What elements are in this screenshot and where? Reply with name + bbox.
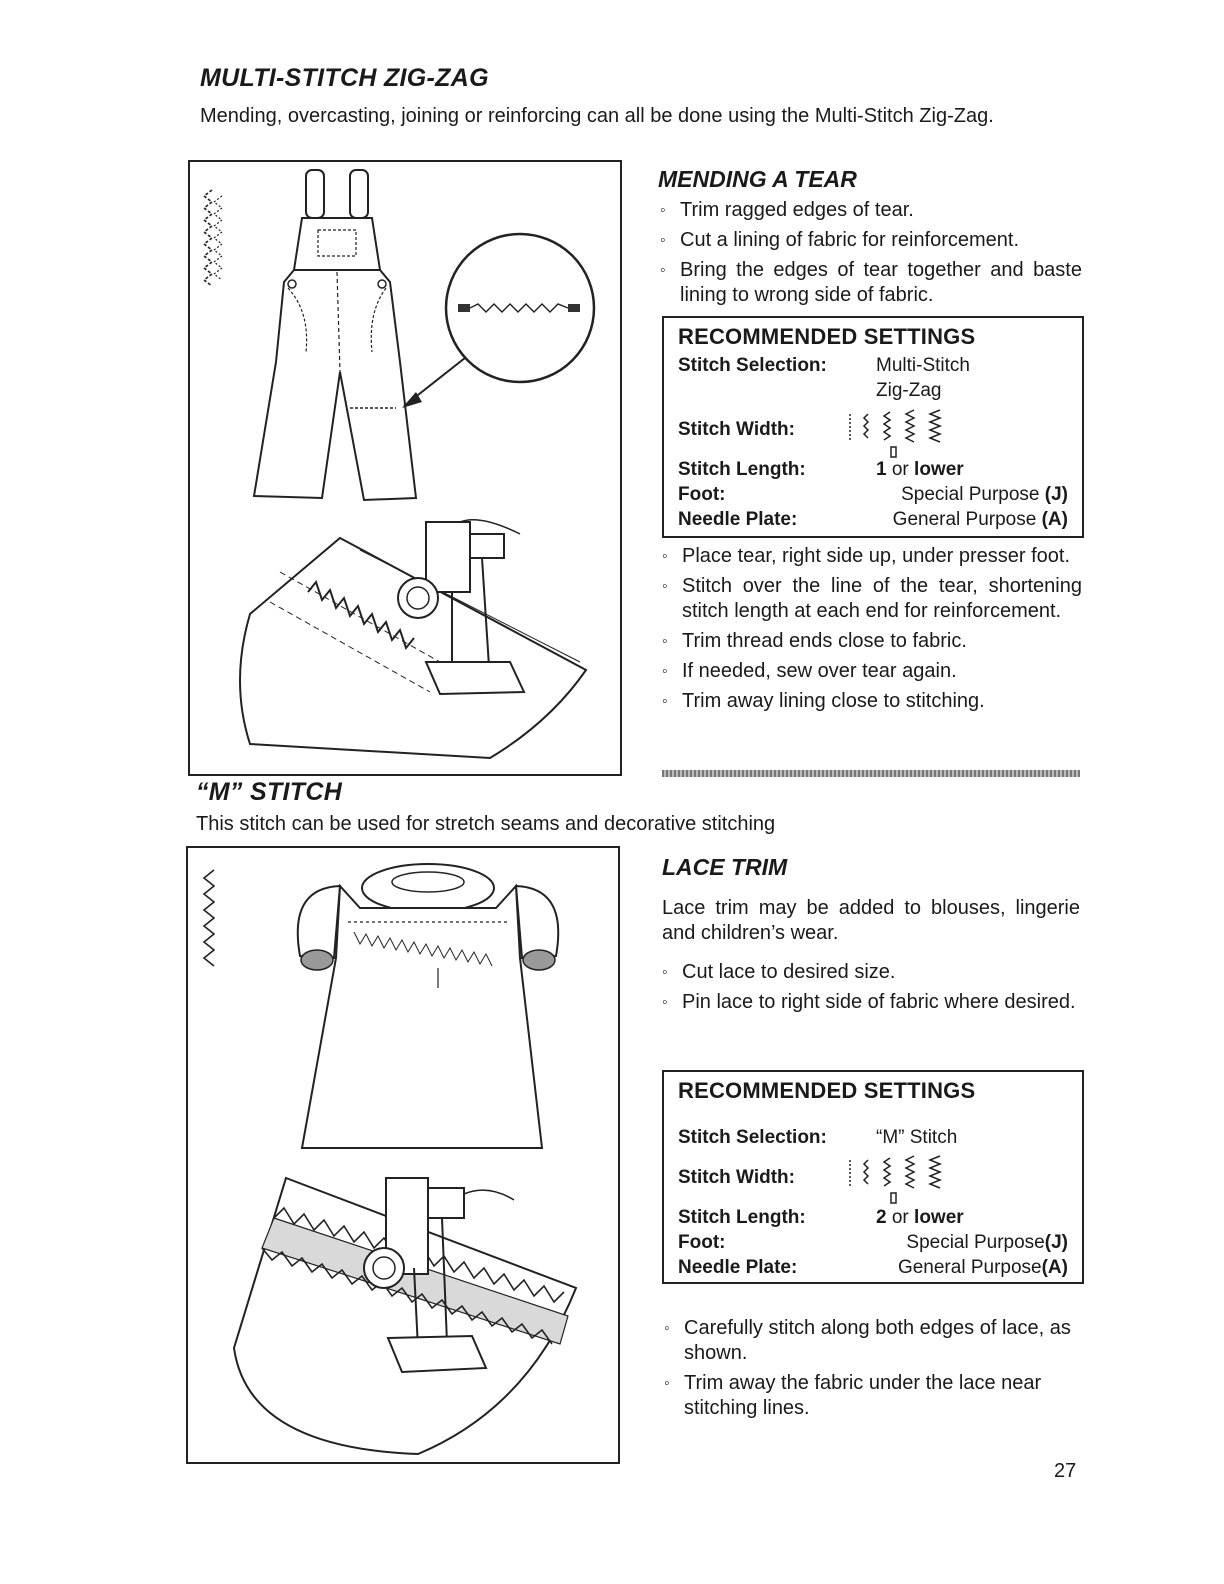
list-item: ◦ Trim away the fabric under the lace near stitching lines. [662, 1371, 1084, 1421]
settings-label: Stitch Width: [678, 419, 795, 440]
settings-value-code: (J) [1044, 484, 1068, 505]
settings-value-lower: lower [914, 459, 964, 480]
list-item: ◦ Cut a lining of fabric for reinforcement. [658, 228, 1082, 253]
settings-value-or: or [891, 459, 909, 480]
mending-steps-after [660, 544, 1082, 719]
settings-label: Stitch Length: [678, 459, 806, 480]
settings-label: Stitch Selection: [678, 1127, 827, 1148]
section-title-multi-stitch: MULTI-STITCH ZIG-ZAG [200, 64, 489, 92]
settings-value-code: (A) [1041, 1257, 1068, 1278]
settings-value-text: Special Purpose [906, 1232, 1045, 1253]
settings-value-or: or [891, 1207, 909, 1228]
settings-value [876, 458, 964, 482]
settings-label: Stitch Width: [678, 1167, 795, 1188]
list-item: ◦ Cut lace to desired size. [660, 960, 1080, 985]
lace-steps-after [662, 1316, 1084, 1426]
subsection-title-mending: MENDING A TEAR [658, 166, 857, 192]
settings-value [893, 508, 1068, 532]
dress-illustration [188, 848, 618, 1462]
section-title-m-stitch: “M” STITCH [196, 778, 343, 806]
list-item: ◦ Bring the edges of tear together and baste lining to wrong side of fabric. [658, 258, 1082, 308]
lace-steps-before [660, 960, 1080, 1020]
lace-settings-box [662, 1070, 1084, 1284]
list-item: ◦ Place tear, right side up, under presser foot. [660, 544, 1082, 569]
settings-label: Stitch Selection: [678, 355, 827, 376]
settings-value-number: 2 [876, 1207, 887, 1228]
settings-label: Foot: [678, 484, 726, 505]
figure-dress-lace [186, 846, 620, 1464]
list-item: ◦ Trim ragged edges of tear. [658, 198, 1082, 223]
list-item: ◦ Stitch over the line of the tear, shortening stitch length at each end for reinforcement. [660, 574, 1082, 624]
mending-settings-box [662, 316, 1084, 538]
list-item: ◦ Pin lace to right side of fabric where desired. [660, 990, 1080, 1015]
overalls-illustration [190, 162, 620, 774]
figure-overalls-mending [188, 160, 622, 776]
settings-value-code: (A) [1041, 509, 1068, 530]
settings-label: Needle Plate: [678, 509, 798, 530]
settings-value-lower: lower [914, 1207, 964, 1228]
list-item: ◦ Carefully stitch along both edges of lace, as shown. [662, 1316, 1084, 1366]
stitch-width-scale-icon [844, 1152, 954, 1208]
settings-value [898, 1256, 1068, 1280]
section-divider [662, 770, 1080, 777]
settings-value-text: General Purpose [897, 1257, 1042, 1278]
subsection-title-lace: LACE TRIM [662, 854, 788, 880]
list-item: ◦ Trim away lining close to stitching. [660, 689, 1082, 714]
settings-value: Zig-Zag [876, 380, 942, 401]
settings-value [906, 1231, 1068, 1255]
settings-label: Foot: [678, 1232, 726, 1253]
settings-value: Multi-Stitch [876, 355, 970, 376]
settings-label: Needle Plate: [678, 1257, 798, 1278]
settings-value-text: General Purpose [892, 509, 1037, 530]
list-item: ◦ If needed, sew over tear again. [660, 659, 1082, 684]
settings-title: RECOMMENDED SETTINGS [678, 324, 976, 349]
section-intro-m-stitch: This stitch can be used for stretch seams and decorative stitching [196, 813, 776, 835]
lace-intro: Lace trim may be added to blouses, lingerie and children’s wear. [662, 897, 1080, 944]
settings-value [876, 1206, 964, 1230]
list-item: ◦ Trim thread ends close to fabric. [660, 629, 1082, 654]
mending-steps-before [658, 198, 1082, 313]
settings-value [901, 483, 1068, 507]
settings-label: Stitch Length: [678, 1207, 806, 1228]
settings-value: “M” Stitch [876, 1127, 958, 1148]
stitch-width-scale-icon [844, 406, 954, 462]
settings-value-text: Special Purpose [901, 484, 1040, 505]
section-intro-multi-stitch: Mending, overcasting, joining or reinforcing can all be done using the Multi-Stitch Zig-Zag. [200, 105, 994, 127]
page-number: 27 [1054, 1460, 1077, 1482]
settings-title: RECOMMENDED SETTINGS [678, 1078, 976, 1103]
settings-value-code: (J) [1044, 1232, 1068, 1253]
settings-value-number: 1 [876, 459, 887, 480]
